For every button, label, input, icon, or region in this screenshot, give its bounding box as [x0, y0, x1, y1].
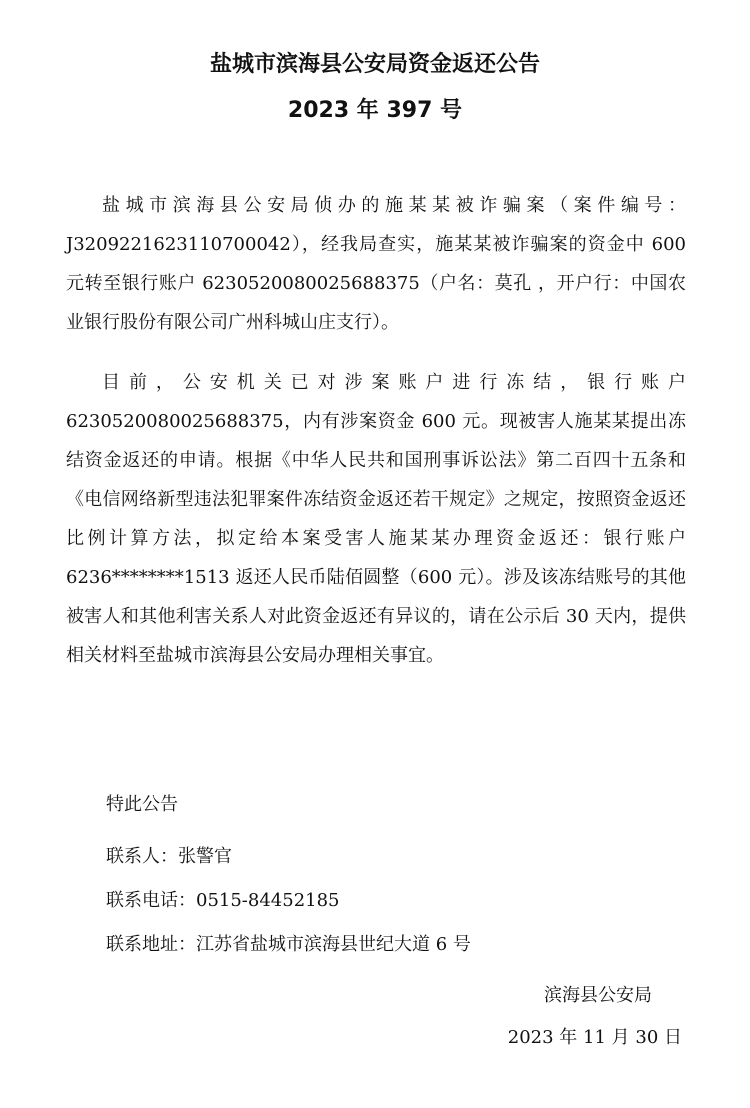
- contact-address: 联系地址：江苏省盐城市滨海县世纪大道 6 号: [106, 934, 471, 955]
- paragraph-case-details: 盐城市滨海县公安局侦办的施某某被诈骗案（案件编号：J3209221623110700042），经我局查实，施某某被诈骗案的资金中 600 元转至银行账户 6230520080025688375（户名：莫孔 ，开户行：中国农业银行股份有限公司广州科城山庄支行）。: [66, 195, 686, 333]
- document-title: 盐城市滨海县公安局资金返还公告: [209, 52, 540, 77]
- contact-phone: 联系电话：0515-84452185: [106, 890, 340, 911]
- contact-person: 联系人：张警官: [106, 846, 232, 867]
- paragraph-refund-notice: 目前，公安机关已对涉案账户进行冻结，银行账户 6230520080025688375，内有涉案资金 600 元。现被害人施某某提出冻结资金返还的申请。根据《中华人民共和国刑事诉讼法》第二百四十五条和《电信网络新型违法犯罪案件冻结资金返还若干规定》之规定，按照资金返还比例计算方法，拟定给本案受害人施某某办理资金返还：银行账户 6236********1513 返还人民币陆佰圆整（600 元）。涉及该冻结账号的其他被害人和其他利害关系人对此资金返还有异议的，请在公示后 30 天内，提供相关材料至盐城市滨海县公安局办理相关事宜。: [66, 372, 686, 666]
- issuer-name: 滨海县公安局: [544, 985, 652, 1006]
- document-number: 2023 年 397 号: [287, 98, 463, 123]
- closing-text: 特此公告: [106, 794, 178, 815]
- issue-date: 2023 年 11 月 30 日: [507, 1027, 682, 1048]
